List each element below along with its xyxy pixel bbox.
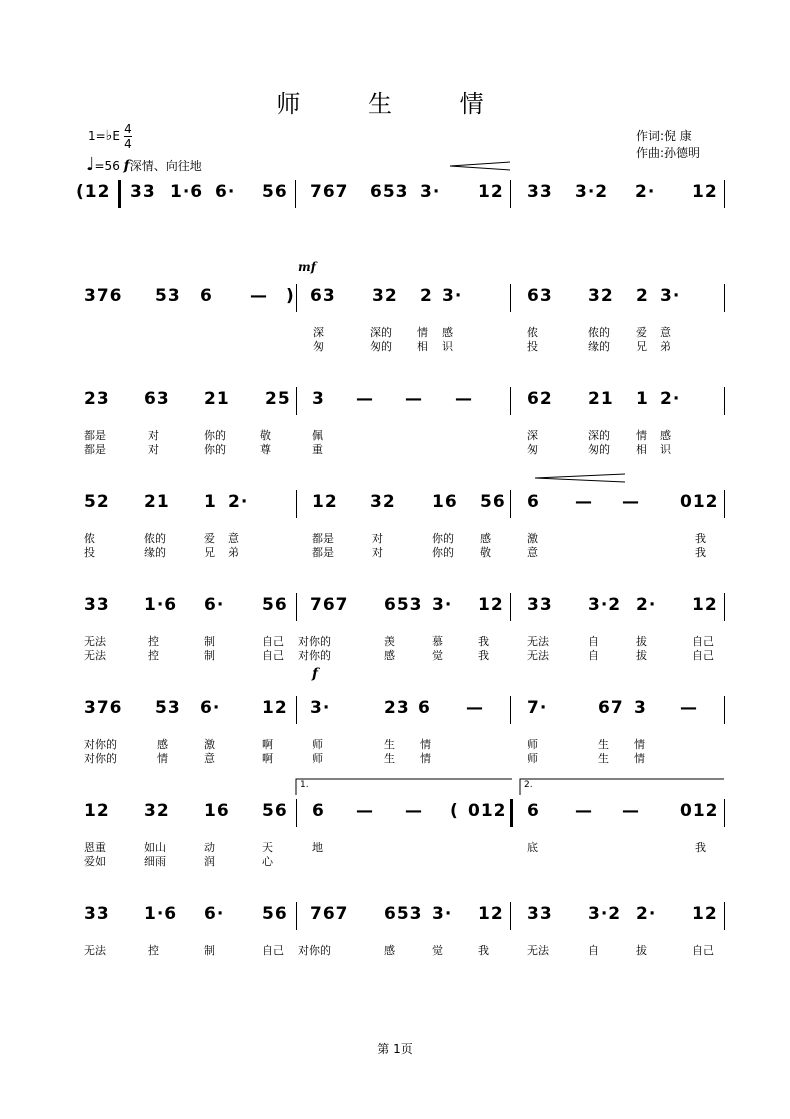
note-group: 2· <box>635 182 656 202</box>
note-group: 53 <box>155 286 181 306</box>
barline <box>510 387 511 415</box>
note-group: 12 <box>478 904 504 924</box>
note-group: 3· <box>310 698 331 718</box>
note-group: 3·2 <box>575 182 609 202</box>
note-group: 53 <box>155 698 181 718</box>
lyric: 啊 <box>262 738 273 751</box>
note-group: 6 <box>418 698 431 718</box>
note-group: 012 <box>680 801 719 821</box>
barline <box>724 284 725 312</box>
note-group: 1·6 <box>170 182 204 202</box>
lyric: 我 <box>695 546 706 559</box>
lyric: 动 <box>204 841 215 854</box>
note-group: — <box>680 698 698 718</box>
note-group: 33 <box>527 182 553 202</box>
lyric: 无法 <box>84 944 106 957</box>
note-group: 12 <box>312 492 338 512</box>
lyric: 我 <box>478 635 489 648</box>
lyric: 生 <box>598 752 609 765</box>
lyric: 情 <box>634 752 645 765</box>
lyric: 侬的 <box>144 532 166 545</box>
lyric: 深的 <box>588 429 610 442</box>
note-group: 12 <box>84 801 110 821</box>
lyric: 都是 <box>84 429 106 442</box>
note-group: 3·2 <box>588 595 622 615</box>
note-group: 1·6 <box>144 904 178 924</box>
note-group: — <box>466 698 484 718</box>
lyric: 觉 <box>432 649 443 662</box>
lyric: 相 <box>417 340 428 353</box>
key-note: E <box>112 129 120 143</box>
lyric: 投 <box>527 340 538 353</box>
lyric: 深 <box>313 326 324 339</box>
barline <box>296 799 297 827</box>
lyric: 对你的 <box>298 944 331 957</box>
barline <box>724 799 725 827</box>
note-group: — <box>356 389 374 409</box>
lyric: 无法 <box>527 944 549 957</box>
lyric: 控 <box>148 944 159 957</box>
note-group: 56 <box>262 801 288 821</box>
note-group: — <box>575 492 593 512</box>
lyric: 拔 <box>636 944 647 957</box>
lyric: 自己 <box>692 635 714 648</box>
note-group: 32 <box>144 801 170 821</box>
note-group: 33 <box>527 904 553 924</box>
note-group: — <box>250 286 268 306</box>
lyric: 爱 <box>636 326 647 339</box>
note-group: 63 <box>144 389 170 409</box>
barline <box>724 902 725 930</box>
note-group: — <box>575 801 593 821</box>
note-group: 1·6 <box>144 595 178 615</box>
barline <box>724 593 725 621</box>
note-group: 33 <box>527 595 553 615</box>
lyric: 我 <box>478 944 489 957</box>
note-group: 3 <box>312 389 325 409</box>
barline <box>296 284 297 312</box>
volta-2: 2. <box>524 780 533 790</box>
time-top: 4 <box>124 122 132 136</box>
note-group: 2· <box>636 595 657 615</box>
lyric: 都是 <box>84 443 106 456</box>
lyric: 啊 <box>262 752 273 765</box>
lyric: 自 <box>588 635 599 648</box>
note-group: 56 <box>262 904 288 924</box>
barline <box>296 387 297 415</box>
note-group: 3· <box>660 286 681 306</box>
lyric: 激 <box>527 532 538 545</box>
lyric: 弟 <box>660 340 671 353</box>
lyric: 控 <box>148 649 159 662</box>
note-group: 56 <box>262 595 288 615</box>
lyric: 制 <box>204 944 215 957</box>
lyric: 弟 <box>228 546 239 559</box>
note-group: 23 <box>384 698 410 718</box>
time-bottom: 4 <box>124 137 132 151</box>
lyric: 感 <box>442 326 453 339</box>
volta-1: 1. <box>300 780 309 790</box>
lyric: 对你的 <box>84 752 117 765</box>
song-title: 师 生 情 <box>276 90 514 118</box>
lyric: 匆 <box>313 340 324 353</box>
lyric: 底 <box>527 841 538 854</box>
lyric: 意 <box>527 546 538 559</box>
tempo-marking <box>86 154 202 175</box>
quarter-note-icon: ♩ <box>86 154 95 175</box>
lyric: 我 <box>695 532 706 545</box>
lyric: 侬 <box>527 326 538 339</box>
lyric: 自己 <box>262 635 284 648</box>
note-group: 2· <box>228 492 249 512</box>
lyric: 地 <box>312 841 323 854</box>
note-group: 56 <box>262 182 288 202</box>
note-group: 6· <box>204 595 225 615</box>
lyric: 匆 <box>527 443 538 456</box>
note-group: 12 <box>692 904 718 924</box>
lyric: 拔 <box>636 649 647 662</box>
lyric: 制 <box>204 649 215 662</box>
note-group: 3· <box>442 286 463 306</box>
note-group: 3· <box>432 904 453 924</box>
lyric: 慕 <box>432 635 443 648</box>
note-group: 3· <box>420 182 441 202</box>
lyric: 无法 <box>84 649 106 662</box>
barline <box>724 387 725 415</box>
note-group: 12 <box>692 595 718 615</box>
note-group: 12 <box>692 182 718 202</box>
lyric: 兄 <box>636 340 647 353</box>
note-group: 6· <box>200 698 221 718</box>
lyric: 匆的 <box>370 340 392 353</box>
lyric: 控 <box>148 635 159 648</box>
note-group: 23 <box>84 389 110 409</box>
lyric: 无法 <box>527 649 549 662</box>
lyric: 爱 <box>204 532 215 545</box>
lyric: 情 <box>636 429 647 442</box>
note-group: 21 <box>588 389 614 409</box>
note-group: 3· <box>432 595 453 615</box>
key-signature <box>88 128 120 144</box>
lyric: 生 <box>384 738 395 751</box>
lyric: 意 <box>204 752 215 765</box>
note-group: 2· <box>636 904 657 924</box>
lyric: 自己 <box>262 944 284 957</box>
note-group: 376 <box>84 286 123 306</box>
lyric: 我 <box>695 841 706 854</box>
lyric: 润 <box>204 855 215 868</box>
barline <box>296 902 297 930</box>
note-group: — <box>356 801 374 821</box>
note-group: — <box>455 389 473 409</box>
note-group: ( <box>450 801 459 821</box>
lyric: 对 <box>148 429 159 442</box>
lyric: 自 <box>588 649 599 662</box>
note-group: ) <box>286 286 295 306</box>
note-group: 767 <box>310 595 349 615</box>
lyric: 对你的 <box>84 738 117 751</box>
note-group: — <box>622 492 640 512</box>
lyric: 对 <box>148 443 159 456</box>
lyric: 无法 <box>84 635 106 648</box>
lyric: 细雨 <box>144 855 166 868</box>
lyric: 恩重 <box>84 841 106 854</box>
repeat-end-barline <box>510 799 513 827</box>
note-group: 12 <box>262 698 288 718</box>
note-group: 653 <box>384 904 423 924</box>
expression: 深情、向往地 <box>129 159 202 173</box>
note-group: — <box>405 801 423 821</box>
page-number: 第 1页 <box>377 1042 413 1056</box>
note-group: 2· <box>660 389 681 409</box>
credits <box>636 128 700 162</box>
note-group: 12 <box>478 595 504 615</box>
note-group: 767 <box>310 182 349 202</box>
lyric: 生 <box>384 752 395 765</box>
lyric: 相 <box>636 443 647 456</box>
note-group: 3 <box>634 698 647 718</box>
lyric: 觉 <box>432 944 443 957</box>
note-group: 52 <box>84 492 110 512</box>
lyric: 情 <box>417 326 428 339</box>
lyric: 感 <box>384 944 395 957</box>
lyric: 侬的 <box>588 326 610 339</box>
lyric: 对 <box>372 546 383 559</box>
note-group: 653 <box>384 595 423 615</box>
lyric: 对你的 <box>298 635 331 648</box>
lyric: 你的 <box>204 429 226 442</box>
crescendo-hairpin <box>0 178 790 218</box>
lyric: 缘的 <box>144 546 166 559</box>
lyric: 羡 <box>384 635 395 648</box>
lyric: 都是 <box>312 532 334 545</box>
note-group: 6 <box>527 492 540 512</box>
lyric: 敬 <box>480 546 491 559</box>
lyric: 兄 <box>204 546 215 559</box>
composer: 作曲:孙德明 <box>635 146 700 160</box>
lyric: 感 <box>660 429 671 442</box>
note-group: 6 <box>527 801 540 821</box>
lyric: 对 <box>372 532 383 545</box>
dynamic-f: f <box>312 666 319 682</box>
crescendo-hairpin <box>0 488 790 528</box>
lyric: 生 <box>598 738 609 751</box>
note-group: 2 <box>636 286 649 306</box>
note-group: 6· <box>204 904 225 924</box>
lyric: 师 <box>527 752 538 765</box>
lyric: 心 <box>262 855 273 868</box>
volta-brackets <box>0 797 790 837</box>
lyric: 你的 <box>432 532 454 545</box>
note-group: 012 <box>468 801 507 821</box>
note-group: 16 <box>432 492 458 512</box>
barline <box>296 593 297 621</box>
note-group: 33 <box>84 595 110 615</box>
note-group: 2 <box>420 286 433 306</box>
tempo-value: =56 <box>94 159 120 173</box>
note-group: 63 <box>310 286 336 306</box>
note-group: 1 <box>204 492 217 512</box>
note-group: 21 <box>204 389 230 409</box>
note-group: — <box>405 389 423 409</box>
lyric: 激 <box>204 738 215 751</box>
lyric: 尊 <box>260 443 271 456</box>
barline <box>510 284 511 312</box>
lyric: 匆的 <box>588 443 610 456</box>
lyric: 制 <box>204 635 215 648</box>
lyric: 情 <box>420 752 431 765</box>
note-group: 1 <box>636 389 649 409</box>
lyric: 自己 <box>692 944 714 957</box>
lyric: 意 <box>228 532 239 545</box>
lyric: 识 <box>442 340 453 353</box>
note-group: 12 <box>478 182 504 202</box>
note-group: — <box>622 801 640 821</box>
note-group: 012 <box>680 492 719 512</box>
note-group: 32 <box>370 492 396 512</box>
lyric: 意 <box>660 326 671 339</box>
lyric: 自己 <box>692 649 714 662</box>
note-group: 33 <box>130 182 156 202</box>
note-group: 653 <box>370 182 409 202</box>
note-group: 376 <box>84 698 123 718</box>
lyric: 感 <box>480 532 491 545</box>
lyric: 师 <box>527 738 538 751</box>
lyric: 都是 <box>312 546 334 559</box>
note-group: (12 <box>76 182 111 202</box>
lyric: 天 <box>262 841 273 854</box>
note-group: 7· <box>527 698 548 718</box>
key-prefix: 1= <box>88 129 106 143</box>
lyric: 感 <box>157 738 168 751</box>
lyric: 你的 <box>432 546 454 559</box>
barline <box>510 902 511 930</box>
lyric: 自 <box>588 944 599 957</box>
note-group: 33 <box>84 904 110 924</box>
note-group: 67 <box>598 698 624 718</box>
note-group: 6· <box>215 182 236 202</box>
dynamic-mf: mf <box>298 260 316 274</box>
note-group: 21 <box>144 492 170 512</box>
barline <box>296 696 297 724</box>
lyric: 你的 <box>204 443 226 456</box>
time-signature <box>124 122 132 151</box>
lyric: 情 <box>634 738 645 751</box>
lyric: 侬 <box>84 532 95 545</box>
note-group: 32 <box>588 286 614 306</box>
lyric: 对你的 <box>298 649 331 662</box>
key-flat: ♭ <box>105 128 113 144</box>
lyric: 感 <box>384 649 395 662</box>
lyric: 情 <box>157 752 168 765</box>
note-group: 62 <box>527 389 553 409</box>
lyric: 师 <box>312 752 323 765</box>
dynamic-f: f <box>123 158 130 174</box>
lyric: 自己 <box>262 649 284 662</box>
note-group: 32 <box>372 286 398 306</box>
barline <box>724 696 725 724</box>
lyric: 重 <box>312 443 323 456</box>
note-group: 16 <box>204 801 230 821</box>
note-group: 767 <box>310 904 349 924</box>
lyric: 敬 <box>260 429 271 442</box>
note-group: 6 <box>200 286 213 306</box>
lyric: 识 <box>660 443 671 456</box>
lyric: 爱如 <box>84 855 106 868</box>
note-group: 56 <box>480 492 506 512</box>
lyric: 拔 <box>636 635 647 648</box>
barline <box>510 593 511 621</box>
lyric: 如山 <box>144 841 166 854</box>
lyric: 缘的 <box>588 340 610 353</box>
barline <box>510 696 511 724</box>
lyric: 投 <box>84 546 95 559</box>
lyric: 佩 <box>312 429 323 442</box>
lyric: 情 <box>420 738 431 751</box>
note-group: 63 <box>527 286 553 306</box>
note-group: 3·2 <box>588 904 622 924</box>
note-group: 6 <box>312 801 325 821</box>
lyric: 无法 <box>527 635 549 648</box>
lyric: 深的 <box>370 326 392 339</box>
lyric: 深 <box>527 429 538 442</box>
lyric: 师 <box>312 738 323 751</box>
lyric: 我 <box>478 649 489 662</box>
note-group: 25 <box>265 389 291 409</box>
lyricist: 作词:倪 康 <box>635 129 692 143</box>
